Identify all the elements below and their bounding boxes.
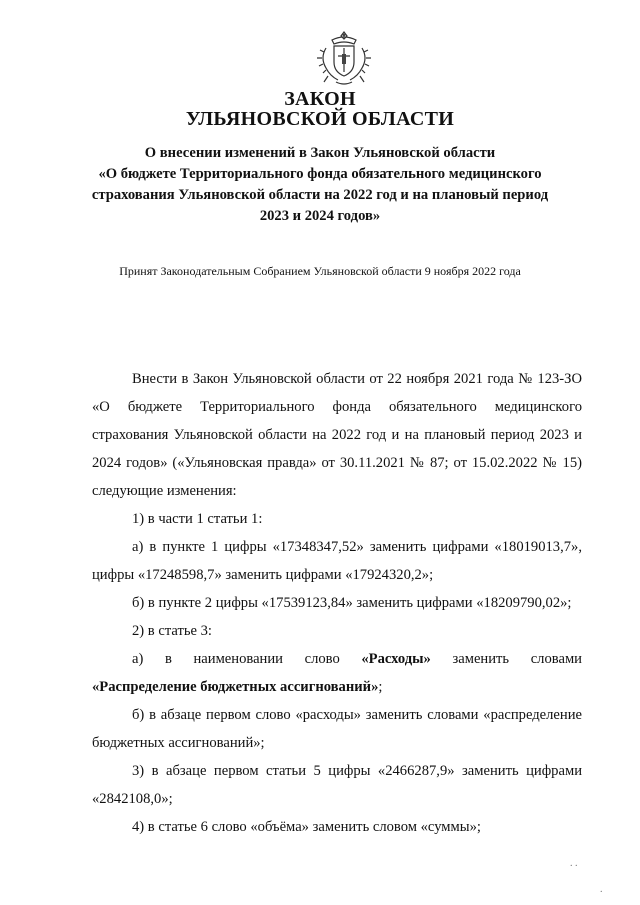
item-2a-text: а) в наименовании слово	[132, 651, 362, 667]
item-1b: б) в пункте 2 цифры «17539123,84» заменить цифрами «18209790,02»;	[132, 595, 572, 611]
subtitle-line: 2023 и 2024 годов»	[259, 208, 381, 224]
item-2a-bold-word: «Расходы»	[361, 651, 431, 667]
region-heading: УЛЬЯНОВСКОЙ ОБЛАСТИ	[185, 108, 455, 130]
law-body	[92, 365, 582, 841]
coat-of-arms-emblem	[312, 26, 376, 90]
item-2a	[92, 645, 582, 701]
item-2: 2) в статье 3:	[132, 623, 212, 639]
item-3: 3) в абзаце первом статьи 5 цифры «2466287,9» заменить цифрами «2842108,0»;	[92, 763, 582, 807]
scan-speck: .	[600, 884, 603, 895]
subtitle-line: страхования Ульяновской области на 2022 год и на плановый период	[91, 187, 549, 203]
subtitle-line: О внесении изменений в Закон Ульяновской области	[144, 145, 496, 161]
adoption-note: Принят Законодательным Собранием Ульяновской области 9 ноября 2022 года	[119, 264, 521, 278]
intro-paragraph: Внести в Закон Ульяновской области от 22 ноября 2021 года № 123-ЗО «О бюджете Территориального фонда обязательного медицинского страхования Ульяновской области на 2022 год и на плановый период 2023 и 2024 годов» («Ульяновская правда» от 30.11.2021 № 87; от 15.02.2022 № 15) следующие изменения:	[92, 371, 582, 499]
law-heading: ЗАКОН	[284, 88, 356, 110]
item-2a-text: заменить словами	[430, 651, 582, 667]
subtitle-line: «О бюджете Территориального фонда обязательного медицинского	[98, 166, 542, 182]
item-2a-bold-phrase: «Распределение бюджетных ассигнований»	[92, 679, 379, 695]
item-1a: а) в пункте 1 цифры «17348347,52» заменить цифрами «18019013,7», цифры «17248598,7» заменить цифрами «17924320,2»;	[92, 539, 582, 583]
law-subtitle	[90, 143, 550, 227]
item-2a-text: ;	[378, 679, 383, 695]
item-1: 1) в части 1 статьи 1:	[132, 511, 263, 527]
item-2b: б) в абзаце первом слово «расходы» заменить словами «распределение бюджетных ассигнований»;	[92, 707, 582, 751]
item-4: 4) в статье 6 слово «объёма» заменить словом «суммы»;	[132, 819, 481, 835]
scan-speck: . .	[570, 858, 578, 869]
